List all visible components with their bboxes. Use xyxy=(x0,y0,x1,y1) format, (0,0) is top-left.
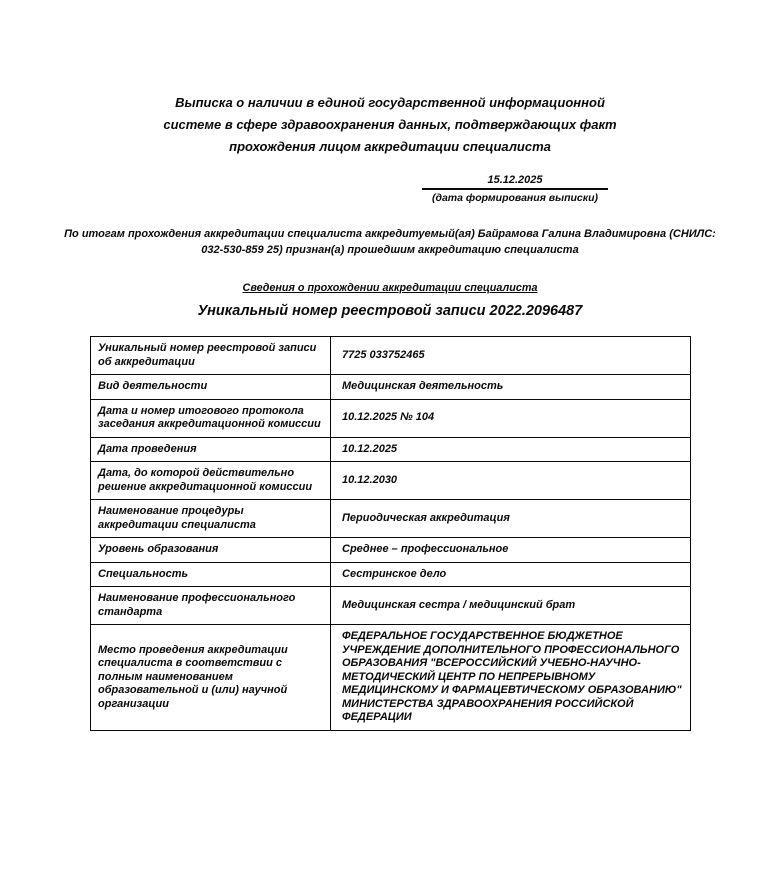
table-row xyxy=(91,375,691,400)
row-label: Уровень образования xyxy=(91,538,331,563)
row-label: Наименование профессионального стандарта xyxy=(91,587,331,625)
intro-paragraph: По итогам прохождения аккредитации специалиста аккредитуемый(ая) Байрамова Галина Владимировна (СНИЛС: 032-530-859 25) признан(а) прошедшим аккредитацию специалиста xyxy=(64,228,716,256)
table-row xyxy=(91,538,691,563)
row-value: 10.12.2030 xyxy=(331,462,691,500)
row-label: Вид деятельности xyxy=(91,375,331,400)
document-title: Выписка о наличии в единой государственной информационной системе в сфере здравоохранения данных, подтверждающих факт прохождения лицом аккредитации специалиста xyxy=(163,95,617,154)
row-label: Дата проведения xyxy=(91,437,331,462)
table-row xyxy=(91,587,691,625)
table-body xyxy=(91,337,691,731)
row-value: Периодическая аккредитация xyxy=(331,500,691,538)
row-label: Уникальный номер реестровой записи об аккредитации xyxy=(91,337,331,375)
row-value: 10.12.2025 № 104 xyxy=(331,399,691,437)
row-value: 10.12.2025 xyxy=(331,437,691,462)
registry-number-heading: Уникальный номер реестровой записи 2022.2096487 xyxy=(197,303,583,319)
row-value: Медицинская деятельность xyxy=(331,375,691,400)
table-row xyxy=(91,625,691,731)
row-value: ФЕДЕРАЛЬНОЕ ГОСУДАРСТВЕННОЕ БЮДЖЕТНОЕ УЧРЕЖДЕНИЕ ДОПОЛНИТЕЛЬНОГО ПРОФЕССИОНАЛЬНОГО ОБРАЗОВАНИЯ "ВСЕРОССИЙСКИЙ УЧЕБНО-НАУЧНО-МЕТОДИЧЕСКИЙ ЦЕНТР ПО НЕПРЕРЫВНОМУ МЕДИЦИНСКОМУ И ФАРМАЦЕВТИЧЕСКОМУ ОБРАЗОВАНИЮ" МИНИСТЕРСТВА ЗДРАВООХРАНЕНИЯ РОССИЙСКОЙ ФЕДЕРАЦИИ xyxy=(331,625,691,731)
accreditation-table xyxy=(90,336,691,731)
row-value: Среднее – профессиональное xyxy=(331,538,691,563)
section-heading: Сведения о прохождении аккредитации специалиста xyxy=(242,282,538,294)
table-row xyxy=(91,500,691,538)
row-value: Сестринское дело xyxy=(331,562,691,587)
table-row xyxy=(91,437,691,462)
row-value: 7725 033752465 xyxy=(331,337,691,375)
row-label: Наименование процедуры аккредитации специалиста xyxy=(91,500,331,538)
extract-date-caption: (дата формирования выписки) xyxy=(431,192,599,204)
row-label: Дата и номер итогового протокола заседания аккредитационной комиссии xyxy=(91,399,331,437)
table-row xyxy=(91,562,691,587)
table-row xyxy=(91,399,691,437)
table-row xyxy=(91,462,691,500)
row-label: Специальность xyxy=(91,562,331,587)
table-row xyxy=(91,337,691,375)
row-label: Дата, до которой действительно решение аккредитационной комиссии xyxy=(91,462,331,500)
row-label: Место проведения аккредитации специалиста в соответствии с полным наименованием образовательной и (или) научной организации xyxy=(91,625,331,731)
extract-date: 15.12.2025 xyxy=(422,174,608,190)
row-value: Медицинская сестра / медицинский брат xyxy=(331,587,691,625)
date-block xyxy=(415,174,615,204)
